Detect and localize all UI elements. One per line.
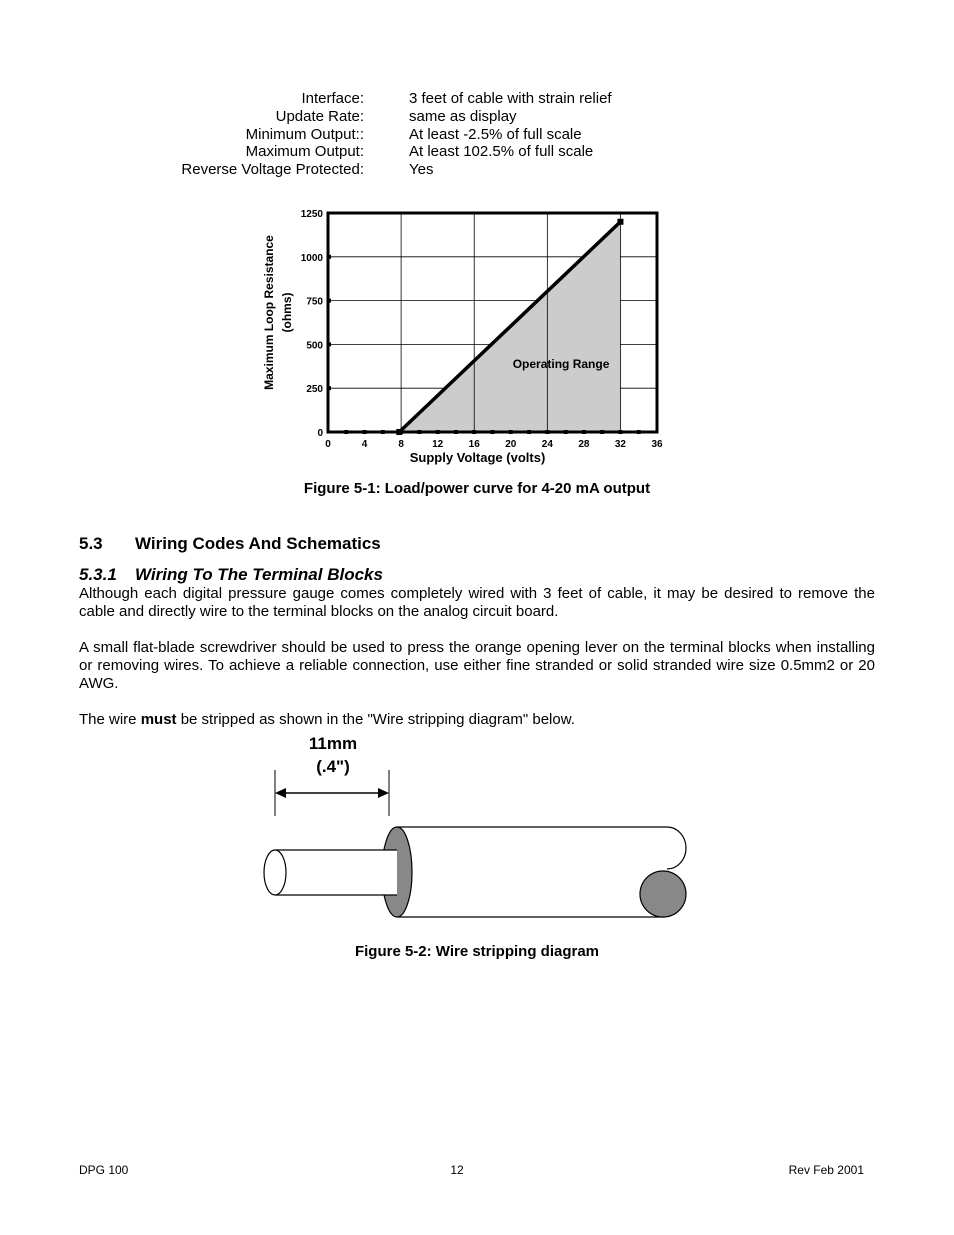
footer-document-id: DPG 100	[79, 1163, 129, 1177]
y-tick-label: 750	[306, 296, 323, 308]
paragraph-3-end: be stripped as shown in the "Wire stripping diagram" below.	[176, 711, 575, 728]
y-tick-label: 1250	[300, 209, 323, 220]
section-heading	[79, 534, 381, 554]
x-tick-label: 16	[468, 439, 480, 450]
x-tick-label: 0	[325, 439, 331, 450]
y-tick-label: 0	[317, 428, 323, 439]
subsection-title: Wiring To The Terminal Blocks	[135, 565, 383, 584]
spec-value: At least -2.5% of full scale	[409, 125, 582, 143]
section-title: Wiring Codes And Schematics	[135, 534, 381, 553]
x-tick-labels	[325, 439, 663, 450]
y-tick-label: 250	[306, 384, 323, 396]
spec-row-update-rate	[0, 108, 954, 126]
stripped-conductor	[264, 850, 397, 895]
spec-value: same as display	[409, 107, 517, 125]
spec-row-minimum-output	[0, 126, 954, 144]
spec-row-maximum-output	[0, 143, 954, 161]
strip-length-mm: 11mm	[308, 734, 358, 753]
operating-range-label: Operating Range	[512, 357, 610, 372]
spec-value: 3 feet of cable with strain relief	[409, 90, 612, 107]
cable-jacket	[382, 827, 686, 917]
figure-2-caption: Figure 5-2: Wire stripping diagram	[354, 943, 600, 960]
footer-page-number: 12	[450, 1163, 464, 1177]
x-tick-label: 32	[614, 439, 627, 450]
spec-label: Interface:	[301, 90, 364, 107]
wire-stripping-diagram	[255, 730, 695, 930]
subsection-number: 5.3.1	[79, 565, 117, 584]
load-line-end-point	[617, 219, 623, 225]
x-tick-label: 36	[651, 439, 663, 450]
specifications-list	[0, 90, 954, 179]
x-tick-label: 20	[505, 439, 517, 450]
spec-label: Minimum Output::	[245, 125, 364, 143]
section-number: 5.3	[79, 534, 103, 553]
spec-label: Update Rate:	[275, 107, 364, 125]
paragraph-2: A small flat-blade screwdriver should be used to press the orange opening lever on the terminal blocks when installing or removing wires. To achieve a reliable connection, use either fine stranded or solid stranded wire size 0.5mm2 or 20 AWG.	[79, 639, 875, 692]
y-tick-label: 1000	[300, 252, 323, 264]
figure-1-caption: Figure 5-1: Load/power curve for 4-20 mA output	[303, 480, 651, 497]
x-axis-label: Supply Voltage (volts)	[409, 450, 546, 465]
x-tick-label: 24	[541, 439, 553, 450]
spec-value: Yes	[409, 161, 434, 179]
x-tick-label: 28	[578, 439, 590, 450]
x-tick-label: 12	[432, 439, 444, 450]
y-tick-label: 500	[306, 340, 323, 352]
dimension-arrow	[275, 788, 389, 798]
footer-revision: Rev Feb 2001	[788, 1163, 864, 1177]
load-power-chart	[255, 205, 675, 470]
x-tick-label: 4	[361, 439, 368, 450]
y-axis-label: Maximum Loop Resistance	[262, 235, 276, 390]
spec-value: At least 102.5% of full scale	[409, 143, 594, 161]
strip-length-inch: (.4")	[316, 757, 350, 776]
spec-row-interface	[0, 90, 954, 108]
x-tick-label: 8	[398, 439, 404, 450]
spec-row-reverse-voltage	[0, 161, 954, 179]
paragraph-3	[79, 711, 875, 729]
subsection-heading	[79, 565, 383, 585]
spec-label: Reverse Voltage Protected:	[181, 161, 364, 179]
y-axis-unit-label: (ohms)	[280, 292, 294, 333]
paragraph-3-start: The wire	[79, 711, 141, 728]
paragraph-3-emphasis: must	[140, 711, 177, 728]
paragraph-1: Although each digital pressure gauge comes completely wired with 3 feet of cable, it may be desired to remove the cable and directly wire to the terminal blocks on the analog circuit board.	[79, 585, 875, 620]
y-tick-labels	[301, 209, 324, 439]
spec-label: Maximum Output:	[245, 143, 364, 161]
